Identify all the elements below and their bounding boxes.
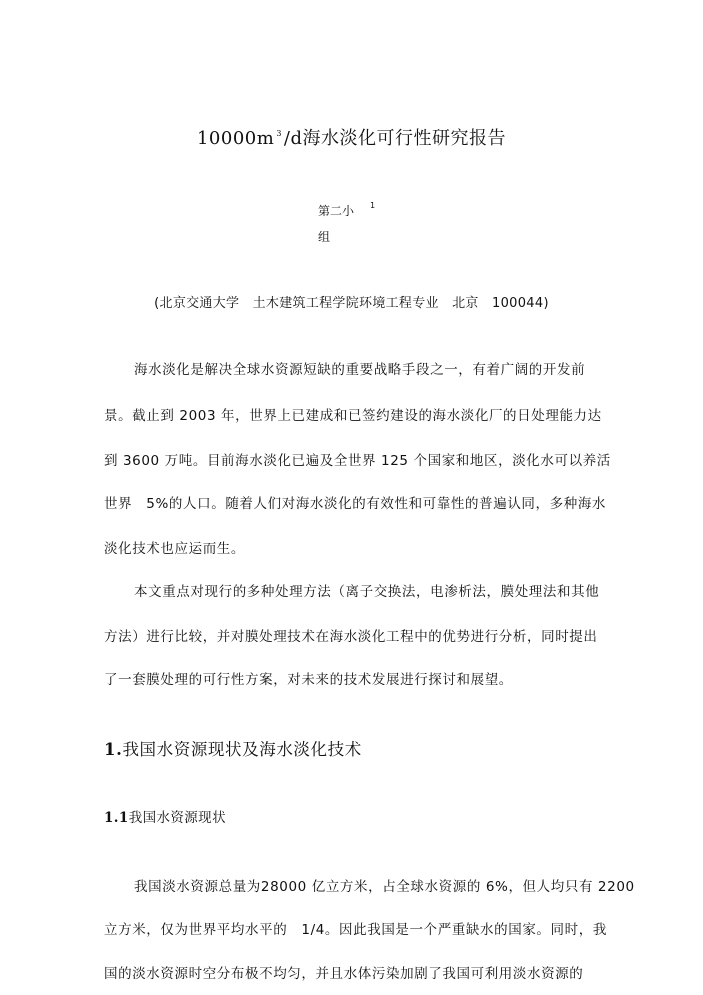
- abstract-p2-line: 方法）进行比较，并对膜处理技术在海水淡化工程中的优势进行分析，同时提出: [104, 629, 598, 645]
- body-p1-line: 我国淡水资源总量为28000 亿立方米，占全球水资源的 6%，但人均只有 2200: [134, 879, 635, 895]
- section-1-1-heading: [104, 806, 226, 826]
- abstract-p2-line: 了一套膜处理的可行性方案，对未来的技术发展进行探讨和展望。: [104, 672, 513, 688]
- abstract-p2-line: 本文重点对现行的多种处理方法（离子交换法，电渗析法，膜处理法和其他: [134, 584, 600, 600]
- section-1-title: 我国水资源现状及海水淡化技术: [122, 740, 362, 759]
- section-1-1-number: 1.1: [104, 810, 129, 826]
- body-p1-line: 国的淡水资源时空分布极不均匀，并且水体污染加剧了我国可利用淡水资源的: [104, 966, 584, 982]
- title-suffix: /d海水淡化可行性研究报告: [283, 128, 507, 149]
- abstract-p1-line: 景。截止到 2003 年，世界上已建成和已签约建设的海水淡化厂的日处理能力达: [104, 408, 602, 424]
- affiliation: (北京交通大学 土木建筑工程学院环境工程专业 北京 100044): [154, 296, 549, 311]
- document-title: [0, 124, 703, 150]
- abstract-p1-line: 海水淡化是解决全球水资源短缺的重要战略手段之一，有着广阔的开发前: [134, 362, 586, 378]
- abstract-p1-line: 到 3600 万吨。目前海水淡化已遍及全世界 125 个国家和地区，淡化水可以养活: [104, 453, 611, 469]
- title-superscript: 3: [276, 129, 282, 138]
- body-p1-line: 立方米，仅为世界平均水平的 1/4。因此我国是一个严重缺水的国家。同时，我: [104, 922, 607, 938]
- group-line-1: 第二小: [318, 204, 355, 218]
- section-1-heading: [104, 736, 362, 760]
- section-1-1-title: 我国水资源现状: [128, 810, 226, 826]
- title-prefix: 10000m: [196, 128, 275, 149]
- abstract-p1-line: 世界 5%的人口。随着人们对海水淡化的有效性和可靠性的普遍认同，多种海水: [104, 496, 607, 512]
- footnote-mark: 1: [370, 201, 376, 210]
- abstract-p1-line: 淡化技术也应运而生。: [104, 541, 245, 557]
- section-1-number: 1.: [104, 740, 123, 759]
- group-line-2: 组: [318, 230, 331, 244]
